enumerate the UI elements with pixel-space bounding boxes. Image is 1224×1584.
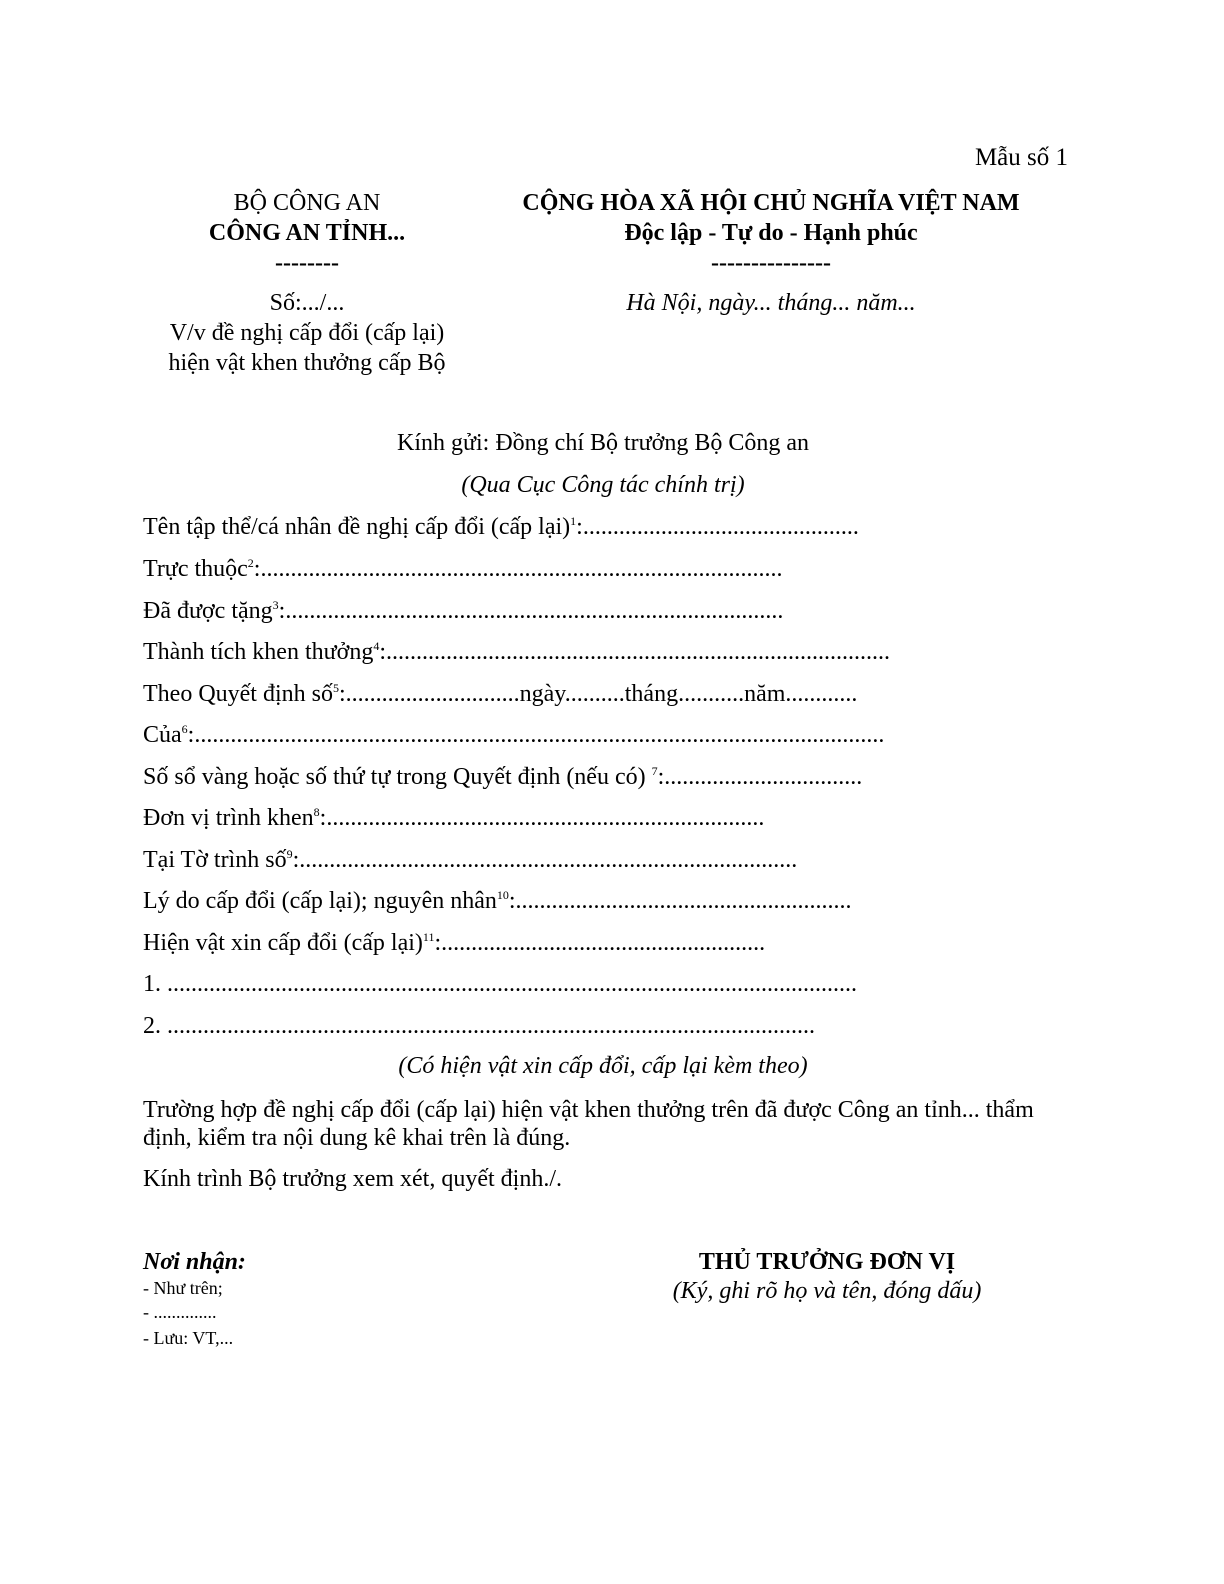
subject-line-1: V/v đề nghị cấp đổi (cấp lại) (169, 320, 445, 346)
confirmation-paragraph: Trường hợp đề nghị cấp đổi (cấp lại) hiện vật khen thưởng trên đã được Công an tỉnh... thẩm định, kiểm tra nội dung kê khai trên là đúng. (143, 1097, 1034, 1151)
agency-header (150, 188, 464, 378)
recipient-item: - .............. (143, 1302, 217, 1322)
signature-title: THỦ TRƯỞNG ĐƠN VỊ (698, 1249, 956, 1275)
place-date: Hà Nội, ngày... tháng... năm... (626, 290, 916, 316)
field-reason: Lý do cấp đổi (cấp lại); nguyên nhân$^{10}$:........................................................ (143, 888, 852, 914)
item-line-2: 2. ............................................................................................................ (143, 1013, 815, 1039)
attachment-note: (Có hiện vật xin cấp đổi, cấp lại kèm theo) (398, 1053, 808, 1079)
field-submission: Tại Tờ trình số$^9$:................................................................................... (143, 847, 798, 873)
field-items-requested: Hiện vật xin cấp đổi (cấp lại)$^{11}$:...................................................... (143, 930, 766, 956)
national-divider: --------------- (711, 250, 831, 276)
field-gold-book: Số sổ vàng hoặc số thứ tự trong Quyết định (nếu có) $^7$:................................. (143, 764, 863, 790)
national-title: CỘNG HÒA XÃ HỘI CHỦ NGHĨA VIỆT NAM (522, 190, 1020, 216)
recipient-via: (Qua Cục Công tác chính trị) (461, 472, 745, 498)
signature-instruction: (Ký, ghi rõ họ và tên, đóng dấu) (672, 1278, 982, 1304)
national-header (498, 188, 1044, 318)
field-affiliation: Trực thuộc$^2$:....................................................................................... (143, 556, 783, 582)
field-decision-number: Theo Quyết định số$^5$:.............................ngày..........tháng...........năm............ (143, 681, 858, 707)
national-motto: Độc lập - Tự do - Hạnh phúc (624, 220, 918, 246)
field-issuer: Của$^6$:................................................................................................................... (143, 722, 885, 748)
recipient-item: - Lưu: VT,... (143, 1328, 234, 1348)
ministry-name: BỘ CÔNG AN (233, 190, 381, 216)
recipient-item: - Như trên; (143, 1278, 223, 1298)
closing-paragraph: Kính trình Bộ trưởng xem xét, quyết định./. (143, 1166, 562, 1192)
document-number: Số:.../... (269, 290, 345, 316)
recipients-heading: Nơi nhận: (143, 1249, 246, 1275)
agency-divider: -------- (275, 250, 339, 276)
unit-name: CÔNG AN TỈNH... (208, 220, 406, 246)
subject-line-2: hiện vật khen thưởng cấp Bộ (168, 350, 446, 376)
recipient-line: Kính gửi: Đồng chí Bộ trưởng Bộ Công an (396, 430, 810, 456)
item-line-1: 1. ................................................................................................................... (143, 971, 857, 997)
form-number: Mẫu số 1 (974, 144, 1068, 171)
field-proposing-unit: Đơn vị trình khen$^8$:......................................................................... (143, 805, 765, 831)
field-applicant: Tên tập thể/cá nhân đề nghị cấp đổi (cấp lại)$^1$:.............................................. (143, 514, 859, 540)
field-awarded: Đã được tặng$^3$:................................................................................... (143, 598, 784, 624)
field-achievement: Thành tích khen thưởng$^4$:.................................................................................... (143, 639, 890, 665)
